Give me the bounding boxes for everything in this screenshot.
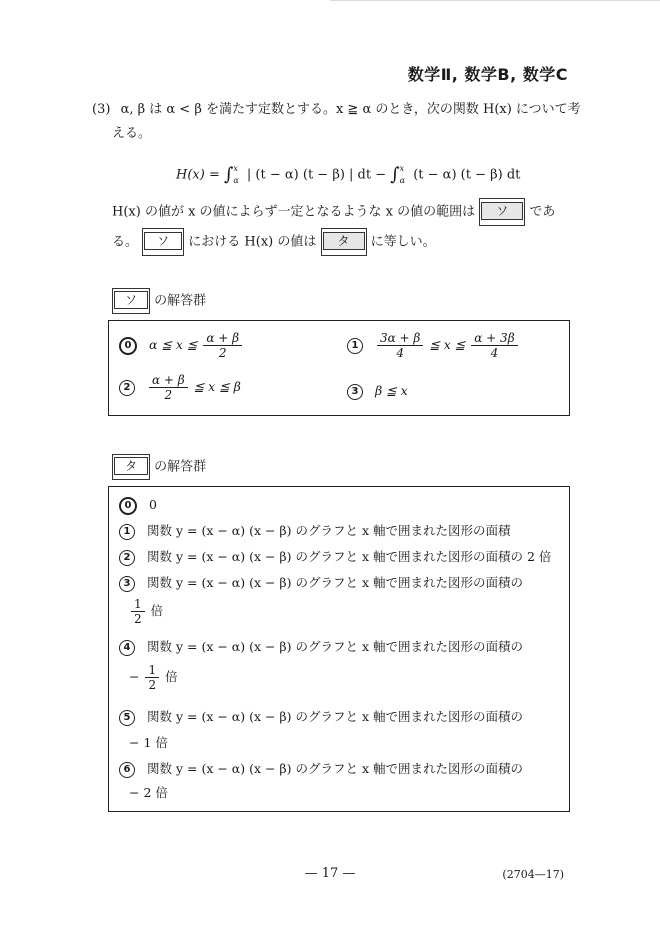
page-code: (2704—17) <box>502 868 564 881</box>
fraction: $\frac{\alpha + \beta}{2}$ <box>203 331 242 360</box>
sentence2-start: る。 <box>112 234 139 250</box>
formula-h <box>176 158 520 192</box>
option-mark-2: 2 <box>119 550 135 566</box>
ta-option-5-cont: − 1 倍 <box>129 735 168 750</box>
fraction: $\frac{\alpha + \beta}{2}$ <box>149 373 188 402</box>
page-number: — 17 — <box>304 866 356 881</box>
option-mark-5: 5 <box>119 710 135 726</box>
problem-intro-line2: える。 <box>112 126 152 141</box>
ta-option-4[interactable]: 4 関数 y = (x − α) (x − β) のグラフと x 軸で囲まれた図形の面積の <box>119 637 523 657</box>
ta-option-6[interactable]: 6 関数 y = (x − α) (x − β) のグラフと x 軸で囲まれた図形の面積の <box>119 759 523 779</box>
problem-intro: α, β は α < β を満たす定数とする。x ≧ α のとき，次の関数 H(x) について考 <box>120 102 581 117</box>
page-header: 数学Ⅱ, 数学B, 数学C <box>407 65 568 84</box>
formula-part1: | (t − α) (t − β) | dt − <box>246 167 387 183</box>
so-option-2[interactable]: 2 $\frac{\alpha + \beta}{2}$ ≦ x ≦ β <box>119 373 241 402</box>
sentence2-end: に等しい。 <box>370 234 436 250</box>
option-mark-3: 3 <box>119 576 135 592</box>
integral-2-upper: x <box>399 164 405 173</box>
ta-option-3-cont: $\frac{1}{2}$ 倍 <box>129 597 163 626</box>
ta-option-1[interactable]: 1 関数 y = (x − α) (x − β) のグラフと x 軸で囲まれた図形の面積 <box>119 521 511 541</box>
ta-label-text: の解答群 <box>154 459 207 475</box>
so-label-text: の解答群 <box>154 293 207 309</box>
option-mark-0: 0 <box>119 337 137 355</box>
integral-1-lower: α <box>233 176 239 185</box>
ta-option-6-cont: − 2 倍 <box>129 785 168 800</box>
so-option-3[interactable]: 3 β ≦ x <box>347 381 408 401</box>
integral-2-lower: α <box>399 176 406 185</box>
so-group-label <box>112 288 206 314</box>
integral-sign-2: ∫ <box>390 164 400 185</box>
option-mark-4: 4 <box>119 640 135 656</box>
so-option-1[interactable]: 1 $\frac{3\alpha + \beta}{4}$ ≦ x ≦ $\frac{\alpha + 3\beta}{4}$ <box>347 331 520 360</box>
problem-intro-line1 <box>92 100 581 120</box>
so-label-box: ソ <box>112 288 150 314</box>
ta-group-label <box>112 454 206 480</box>
ta-option-0[interactable]: 0 0 <box>119 495 157 515</box>
sentence1-text: H(x) の値が x の値によらず一定となるような x の値の範囲は <box>112 204 476 220</box>
so-options-panel <box>108 320 570 416</box>
ta-label-box: タ <box>112 454 150 480</box>
option-mark-1: 1 <box>119 524 135 540</box>
ta-option-2[interactable]: 2 関数 y = (x − α) (x − β) のグラフと x 軸で囲まれた図形の面積の 2 倍 <box>119 547 551 567</box>
ta-options-panel <box>108 486 570 812</box>
integral-sign-1: ∫ <box>223 164 234 185</box>
fraction: $\frac{3\alpha + \beta}{4}$ <box>377 331 423 360</box>
sentence2-mid: における H(x) の値は <box>188 234 317 250</box>
option-mark-2: 2 <box>119 380 135 396</box>
option-mark-6: 6 <box>119 762 135 778</box>
fraction: $\frac{\alpha + 3\beta}{4}$ <box>471 331 517 360</box>
option-mark-1: 1 <box>347 338 363 354</box>
sentence-2 <box>112 228 436 256</box>
sentence-1 <box>112 198 555 226</box>
ta-option-5[interactable]: 5 関数 y = (x − α) (x − β) のグラフと x 軸で囲まれた図形の面積の <box>119 707 523 727</box>
formula-lhs: H(x) = <box>176 167 220 183</box>
problem-number: (3) <box>92 102 111 117</box>
ref-box-so: ソ <box>142 228 184 256</box>
answer-box-so[interactable]: ソ <box>479 198 525 226</box>
so-option-0[interactable]: 0 α ≦ x ≦ $\frac{\alpha + \beta}{2}$ <box>119 331 244 360</box>
answer-box-ta[interactable]: タ <box>321 228 367 256</box>
ta-option-3[interactable]: 3 関数 y = (x − α) (x − β) のグラフと x 軸で囲まれた図形の面積の <box>119 573 523 593</box>
option-mark-3: 3 <box>347 384 363 400</box>
formula-part2: (t − α) (t − β) dt <box>413 167 521 183</box>
integral-1-upper: x <box>233 164 238 173</box>
ta-option-4-cont: − $\frac{1}{2}$ 倍 <box>129 663 178 692</box>
option-mark-0: 0 <box>119 497 137 515</box>
top-rule <box>330 0 660 1</box>
sentence1-end: であ <box>529 204 556 220</box>
